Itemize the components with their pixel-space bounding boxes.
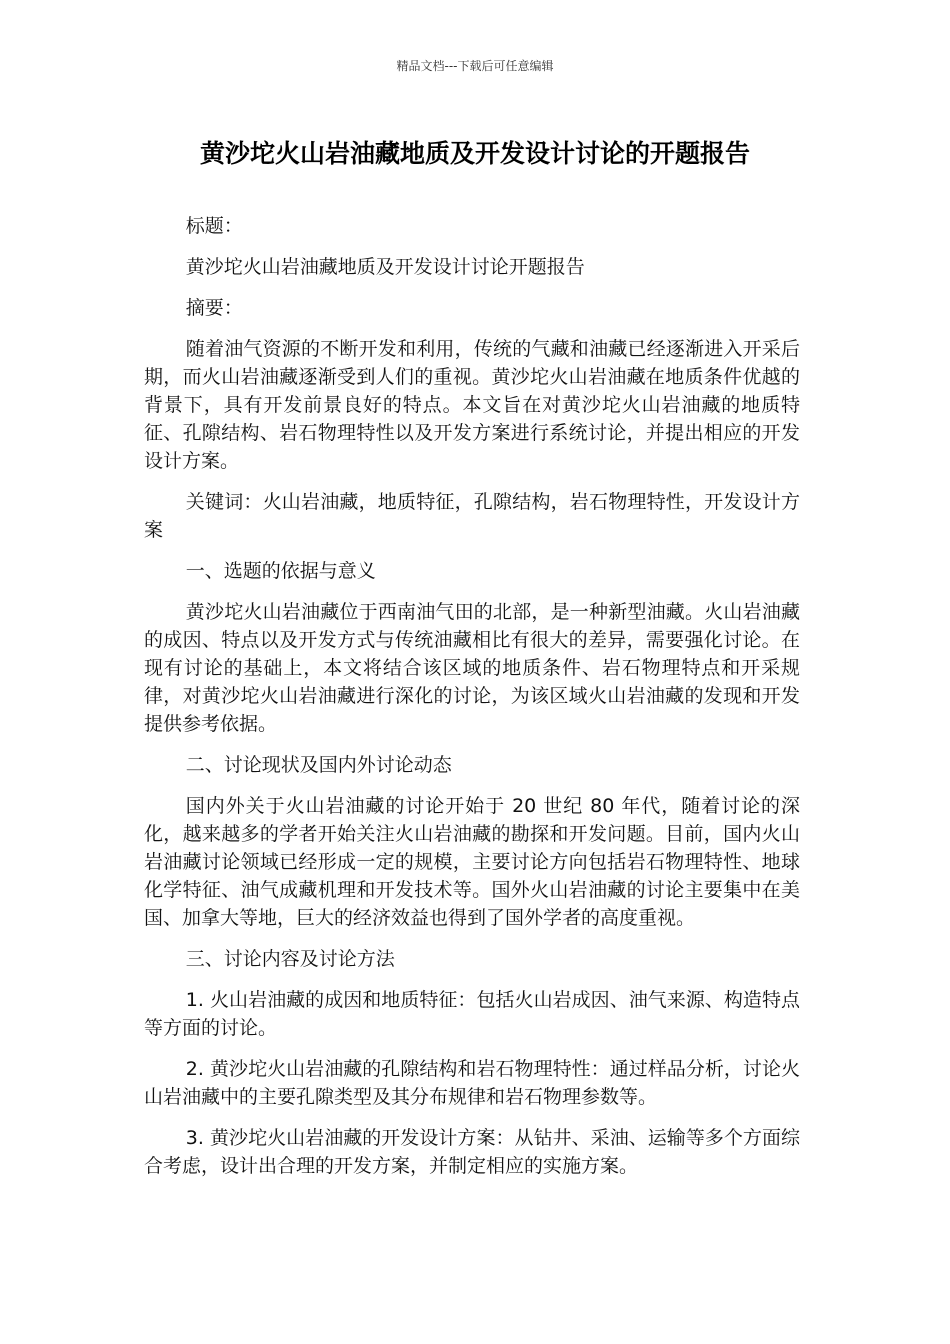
list-item-3: 3. 黄沙坨火山岩油藏的开发设计方案：从钻井、采油、运输等多个方面综合考虑，设计出合理的开发方案，并制定相应的实施方案。 bbox=[144, 1127, 800, 1177]
document-title: 黄沙坨火山岩油藏地质及开发设计讨论的开题报告 bbox=[199, 139, 750, 168]
abstract-paragraph: 随着油气资源的不断开发和利用，传统的气藏和油藏已经逐渐进入开采后期，而火山岩油藏逐渐受到人们的重视。黄沙坨火山岩油藏在地质条件优越的背景下，具有开发前景良好的特点。本文旨在对黄沙坨火山岩油藏的地质特征、孔隙结构、岩石物理特性以及开发方案进行系统讨论，并提出相应的开发设计方案。 bbox=[144, 338, 800, 472]
section-2-paragraph: 国内外关于火山岩油藏的讨论开始于 20 世纪 80 年代，随着讨论的深化，越来越多的学者开始关注火山岩油藏的勘探和开发问题。目前，国内火山岩油藏讨论领域已经形成一定的规模，主要讨论方向包括岩石物理特性、地球化学特征、油气成藏机理和开发技术等。国外火山岩油藏的讨论主要集中在美国、加拿大等地，巨大的经济效益也得到了国外学者的高度重视。 bbox=[144, 795, 800, 929]
label-title: 标题： bbox=[185, 215, 243, 237]
list-item-2: 2. 黄沙坨火山岩油藏的孔隙结构和岩石物理特性：通过样品分析，讨论火山岩油藏中的主要孔隙类型及其分布规律和岩石物理参数等。 bbox=[144, 1058, 800, 1108]
keywords-paragraph: 关键词：火山岩油藏，地质特征，孔隙结构，岩石物理特性，开发设计方案 bbox=[144, 491, 800, 541]
section-1-paragraph: 黄沙坨火山岩油藏位于西南油气田的北部，是一种新型油藏。火山岩油藏的成因、特点以及开发方式与传统油藏相比有很大的差异，需要强化讨论。在现有讨论的基础上，本文将结合该区域的地质条件、岩石物理特点和开采规律，对黄沙坨火山岩油藏进行深化的讨论，为该区域火山岩油藏的发现和开发提供参考依据。 bbox=[144, 601, 800, 735]
document-body bbox=[144, 212, 800, 1193]
label-abstract: 摘要： bbox=[185, 297, 243, 319]
section-heading-2: 二、讨论现状及国内外讨论动态 bbox=[185, 754, 452, 776]
section-heading-3: 三、讨论内容及讨论方法 bbox=[185, 948, 395, 970]
list-item-1: 1. 火山岩油藏的成因和地质特征：包括火山岩成因、油气来源、构造特点等方面的讨论。 bbox=[144, 989, 800, 1039]
section-heading-1: 一、选题的依据与意义 bbox=[185, 560, 376, 582]
report-title-text: 黄沙坨火山岩油藏地质及开发设计讨论开题报告 bbox=[185, 256, 585, 278]
header-note: 精品文档---下载后可任意编辑 bbox=[396, 59, 554, 73]
